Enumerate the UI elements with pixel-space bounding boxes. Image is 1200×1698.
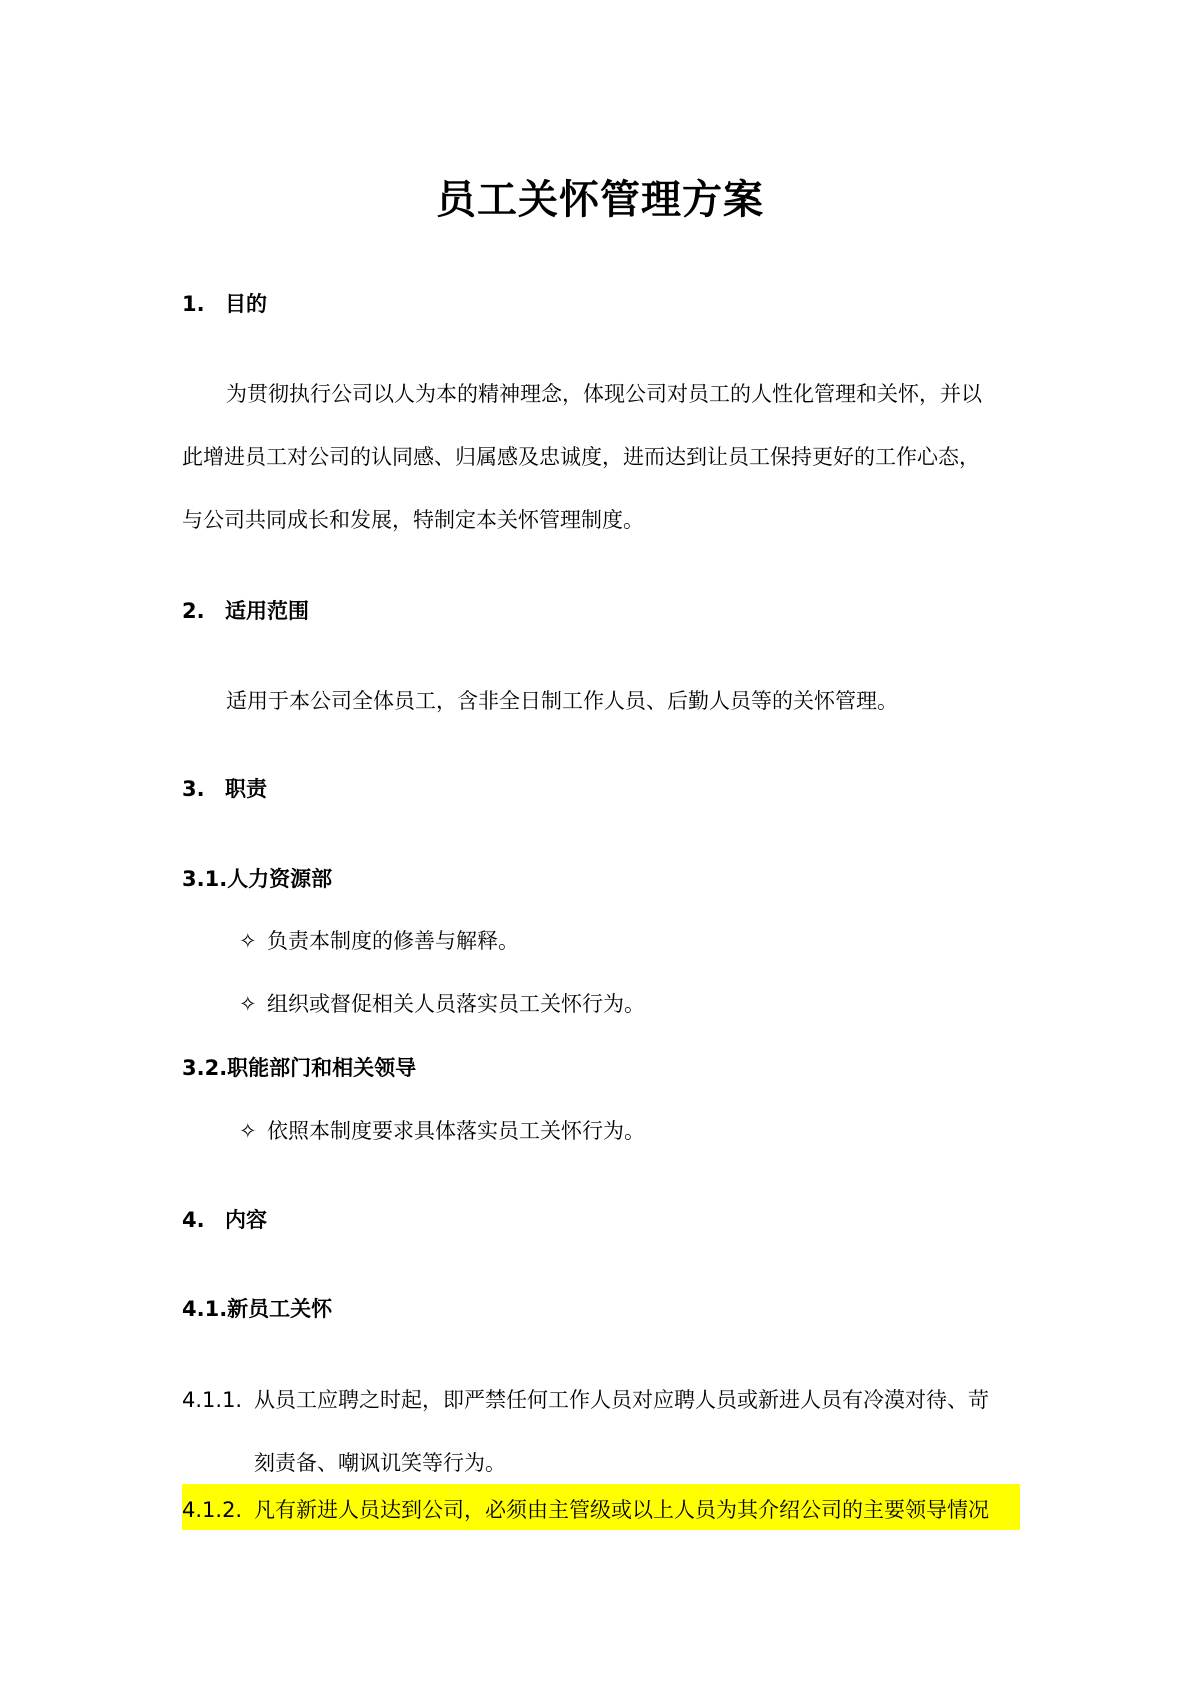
- section-heading-scope: [182, 595, 309, 625]
- section-number: 1.: [182, 292, 205, 316]
- bullet-text: 依照本制度要求具体落实员工关怀行为。: [267, 1119, 645, 1143]
- section-title: 职责: [225, 777, 267, 801]
- bullet-star-icon: ✧: [239, 1119, 257, 1143]
- section-heading-responsibilities: [182, 773, 267, 803]
- bullet-item: [239, 1115, 645, 1145]
- paragraph-line: 此增进员工对公司的认同感、归属感及忠诚度，进而达到让员工保持更好的工作心态，: [182, 445, 980, 469]
- item-text: 凡有新进人员达到公司，必须由主管级或以上人员为其介绍公司的主要领导情况: [254, 1498, 989, 1522]
- subsection-heading-new-employee: 4.1.新员工关怀: [182, 1297, 333, 1321]
- paragraph-line: 为贯彻执行公司以人为本的精神理念，体现公司对员工的人性化管理和关怀，并以: [226, 382, 982, 406]
- bullet-text: 负责本制度的修善与解释。: [267, 929, 519, 953]
- section-number: 2.: [182, 599, 205, 623]
- numbered-item: [182, 1384, 989, 1414]
- item-text: 从员工应聘之时起，即严禁任何工作人员对应聘人员或新进人员有冷漠对待、苛: [254, 1388, 989, 1412]
- section-heading-content: [182, 1204, 267, 1234]
- bullet-star-icon: ✧: [239, 929, 257, 953]
- bullet-item: [239, 988, 645, 1018]
- section-title: 内容: [225, 1208, 267, 1232]
- section-title: 适用范围: [225, 599, 309, 623]
- paragraph-line: 与公司共同成长和发展，特制定本关怀管理制度。: [182, 508, 644, 532]
- subsection-heading-departments: 3.2.职能部门和相关领导: [182, 1056, 417, 1080]
- section-heading-purpose: [182, 288, 267, 318]
- section-title: 目的: [225, 292, 267, 316]
- section-number: 3.: [182, 777, 205, 801]
- item-number: 4.1.2.: [182, 1498, 243, 1522]
- bullet-star-icon: ✧: [239, 992, 257, 1016]
- document-title: 员工关怀管理方案: [436, 177, 764, 223]
- numbered-item-highlighted: [182, 1494, 989, 1524]
- bullet-text: 组织或督促相关人员落实员工关怀行为。: [267, 992, 645, 1016]
- bullet-item: [239, 925, 519, 955]
- section-number: 4.: [182, 1208, 205, 1232]
- subsection-heading-hr: 3.1.人力资源部: [182, 867, 333, 891]
- numbered-item-continuation: 刻责备、嘲讽讥笑等行为。: [254, 1451, 506, 1475]
- paragraph-line: 适用于本公司全体员工，含非全日制工作人员、后勤人员等的关怀管理。: [226, 689, 898, 713]
- item-number: 4.1.1.: [182, 1388, 243, 1412]
